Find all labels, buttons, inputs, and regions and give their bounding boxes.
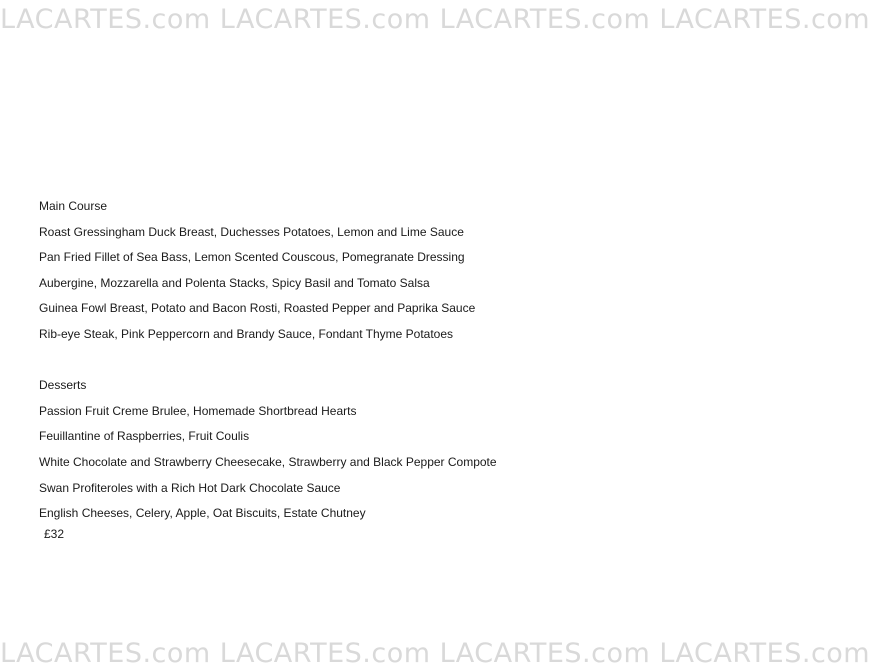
watermark-top: LACARTES.com LACARTES.com LACARTES.com LACARTES.com xyxy=(0,4,870,35)
watermark-bottom: LACARTES.com LACARTES.com LACARTES.com LACARTES.com xyxy=(0,638,870,669)
dessert-item: Feuillantine of Raspberries, Fruit Coulis xyxy=(39,429,250,444)
desserts-heading: Desserts xyxy=(39,378,87,393)
dessert-item: English Cheeses, Celery, Apple, Oat Biscuits, Estate Chutney xyxy=(39,506,366,521)
dessert-item: Passion Fruit Creme Brulee, Homemade Shortbread Hearts xyxy=(39,403,357,418)
main-course-item: Guinea Fowl Breast, Potato and Bacon Rosti, Roasted Pepper and Paprika Sauce xyxy=(39,301,476,316)
dessert-item: Swan Profiteroles with a Rich Hot Dark Chocolate Sauce xyxy=(39,480,341,495)
main-course-item: Aubergine, Mozzarella and Polenta Stacks, Spicy Basil and Tomato Salsa xyxy=(39,275,430,290)
section-spacer xyxy=(39,352,497,378)
main-course-item: Roast Gressingham Duck Breast, Duchesses Potatoes, Lemon and Lime Sauce xyxy=(39,224,464,239)
menu-content xyxy=(39,198,497,531)
main-course-heading: Main Course xyxy=(39,199,108,213)
main-course-item: Pan Fried Fillet of Sea Bass, Lemon Scented Couscous, Pomegranate Dressing xyxy=(39,250,465,265)
main-course-item: Rib-eye Steak, Pink Peppercorn and Brandy Sauce, Fondant Thyme Potatoes xyxy=(39,326,454,341)
menu-price: £32 xyxy=(44,527,65,541)
dessert-item: White Chocolate and Strawberry Cheesecake, Strawberry and Black Pepper Compote xyxy=(39,454,497,469)
